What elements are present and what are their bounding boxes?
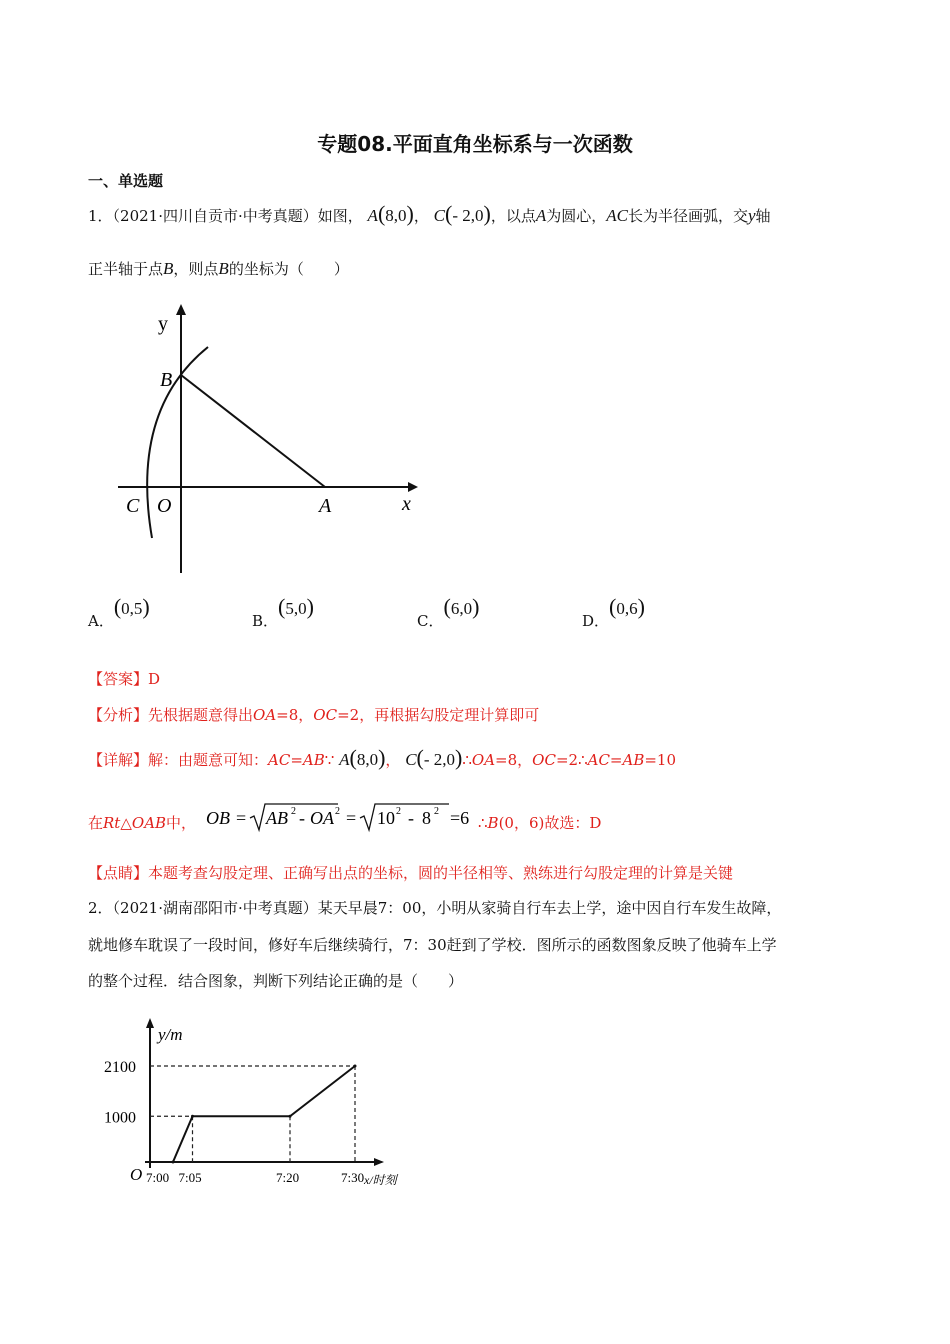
q2-line3: 的整个过程．结合图象，判断下列结论正确的是（ ） <box>88 972 464 990</box>
q2-chart <box>88 1010 428 1200</box>
y-axis-arrow <box>146 1018 154 1028</box>
series-point <box>191 1115 194 1118</box>
q2-line2: 就地修车耽误了一段时间，修好车后继续骑行，7：30赶到了学校．图所示的函数图象反映了他骑车上学 <box>88 936 777 954</box>
label-c: C <box>126 495 140 517</box>
q1-source: （2021·四川自贡市·中考真题）如图， <box>112 207 363 225</box>
q1-answer: 【答案】D <box>88 670 161 688</box>
q1-conclusion: ∴B(0，6)故选：D <box>478 814 602 832</box>
q1-detail: 【详解】解：由题意可知：AC=AB∵ A(8,0)， C(- 2,0)∴OA=8，OC=2∴AC=AB=10 <box>88 745 676 770</box>
svg-text:=6: =6 <box>450 808 470 828</box>
x-axis-arrow <box>408 482 418 492</box>
option-b[interactable]: B．(5,0) <box>252 594 314 630</box>
q1-line1: 1．（2021·四川自贡市·中考真题）如图， A(8,0)， C(- 2,0)，以点A为圆心，AC长为半径画弧，交y轴 <box>88 201 771 226</box>
q1-tip: 【点睛】本题考查勾股定理、正确写出点的坐标，圆的半径相等、熟练进行勾股定理的计算是关键 <box>88 864 734 882</box>
q1-point-c: C(- 2,0) <box>433 201 491 226</box>
svg-text:-: - <box>408 808 414 828</box>
q1-analysis: 【分析】先根据题意得出OA=8，OC=2，再根据勾股定理计算即可 <box>88 706 540 724</box>
label-o: O <box>157 495 172 517</box>
q1-line2: 正半轴于点B，则点B的坐标为（ ） <box>88 259 349 278</box>
svg-text:=: = <box>236 808 247 828</box>
page-title: 专题08.平面直角坐标系与一次函数 <box>317 132 633 156</box>
q1-number: 1． <box>88 207 113 225</box>
label-b: B <box>160 369 173 391</box>
y-tick-label: 2100 <box>104 1059 136 1076</box>
series-point <box>289 1115 292 1118</box>
svg-text:8: 8 <box>422 808 431 828</box>
y-axis-arrow <box>176 304 186 315</box>
x-tick-label: 7:05 <box>178 1170 202 1185</box>
y-tick-label: 1000 <box>104 1109 136 1127</box>
svg-text:2: 2 <box>396 806 401 817</box>
q1-equation <box>204 798 474 838</box>
svg-text:-: - <box>299 808 305 828</box>
x-tick-label: 7:00 <box>146 1170 170 1185</box>
origin-label: O <box>130 1165 143 1184</box>
label-a: A <box>319 495 332 517</box>
series-point <box>354 1065 357 1068</box>
svg-text:OA: OA <box>310 808 334 828</box>
svg-text:2: 2 <box>335 806 340 817</box>
svg-text:OB: OB <box>206 808 230 828</box>
segment-ba <box>181 375 325 487</box>
x-tick-label: 7:20 <box>276 1170 300 1185</box>
detail-point-a: A(8,0) <box>339 745 386 770</box>
q1-rt-text: 在Rt△OAB中， <box>88 814 197 832</box>
q1-figure <box>100 300 430 585</box>
svg-text:AB: AB <box>266 808 288 828</box>
q1-point-a: A(8,0) <box>367 201 414 226</box>
q2-line1: 2．（2021·湖南邵阳市·中考真题）某天早晨7：00，小明从家骑自行车去上学，途中因自行车发生故障， <box>88 899 782 917</box>
option-d[interactable]: D．(0,6) <box>582 594 645 630</box>
svg-text:2: 2 <box>291 806 296 817</box>
svg-text:2: 2 <box>434 806 439 817</box>
x-axis-arrow <box>374 1158 384 1166</box>
y-axis-label: y/m <box>158 1025 183 1044</box>
x-axis-label: x/时刻 <box>364 1173 397 1187</box>
svg-text:10: 10 <box>377 808 395 828</box>
series-line <box>173 1066 355 1162</box>
x-tick-label: 7:30 <box>341 1170 365 1185</box>
section-heading: 一、单选题 <box>88 172 164 190</box>
option-a[interactable]: A．(0,5) <box>88 594 150 630</box>
label-x: x <box>402 493 411 515</box>
option-c[interactable]: C．(6,0) <box>417 594 480 630</box>
detail-point-c: C(- 2,0) <box>405 745 463 770</box>
svg-text:=: = <box>346 808 357 828</box>
label-y: y <box>158 313 168 335</box>
series-point <box>172 1161 175 1164</box>
